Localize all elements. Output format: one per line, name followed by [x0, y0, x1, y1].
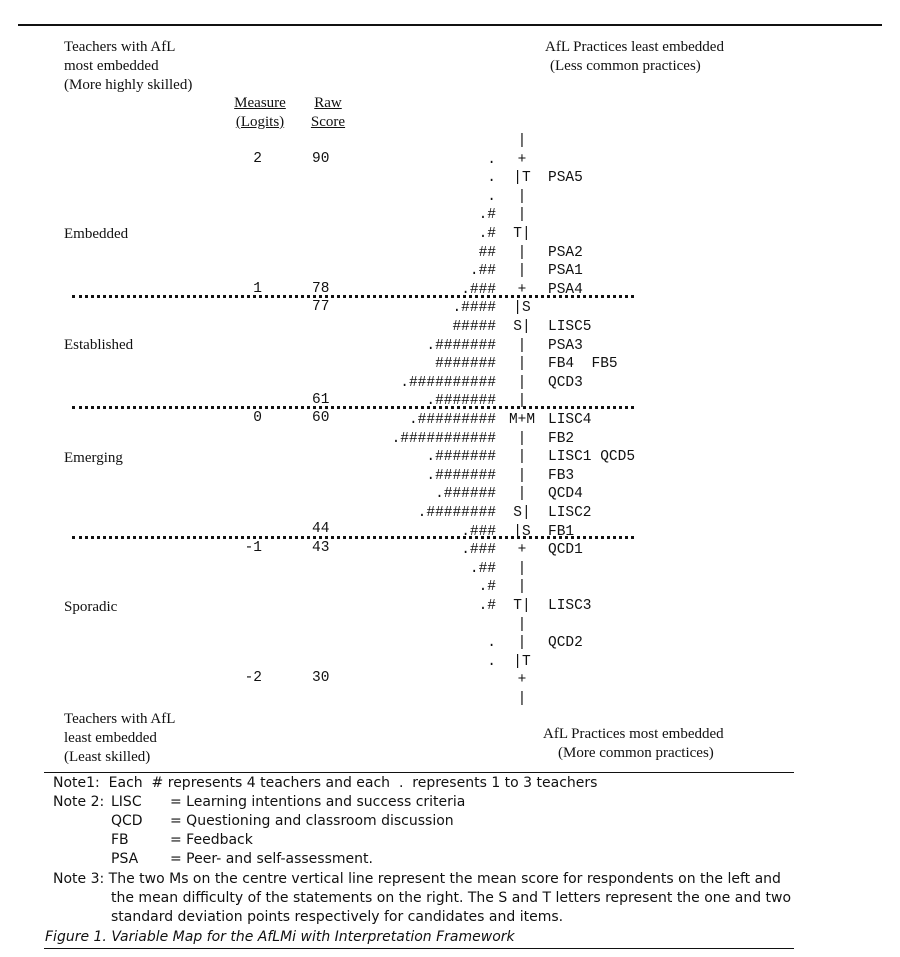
map-axis: | [517, 338, 527, 354]
footer-left-line2: least embedded [64, 730, 157, 746]
level-embedded: Embedded [64, 226, 129, 242]
footer-right-line2: (More common practices) [558, 745, 714, 761]
map-items: QCD4 [548, 486, 583, 502]
footer-left [64, 710, 175, 767]
map-axis: + [517, 542, 527, 558]
note2-def-lisc: = Learning intentions and success criteria [170, 794, 466, 810]
level-sporadic: Sporadic [64, 599, 118, 615]
map-persons: . [487, 152, 496, 168]
raw-30: 30 [312, 670, 330, 686]
measure-1: 1 [253, 281, 262, 297]
measure-column-header [228, 94, 292, 132]
map-persons: .###### [435, 486, 496, 502]
map-items: FB3 [548, 468, 575, 484]
map-items: LISC2 [548, 505, 592, 521]
raw-77: 77 [312, 299, 330, 315]
raw-column-header [306, 94, 350, 132]
map-axis: | [517, 486, 527, 502]
map-items: PSA5 [548, 170, 583, 186]
note2-abbr-lisc: LISC [111, 794, 142, 810]
note2-abbr-qcd: QCD [111, 813, 143, 829]
map-axis: | [517, 133, 527, 149]
map-persons: ##### [452, 319, 496, 335]
map-persons: . [487, 635, 496, 651]
map-axis: | [517, 393, 527, 409]
map-axis: T| [513, 226, 531, 242]
map-axis: | [517, 635, 527, 651]
map-axis: | [517, 245, 527, 261]
map-persons: . [487, 189, 496, 205]
map-persons: .####### [426, 468, 496, 484]
map-persons: .### [461, 282, 496, 298]
footer-right [543, 725, 724, 763]
map-axis: | [517, 449, 527, 465]
header-left-line2: most embedded [64, 58, 159, 74]
map-axis: | [517, 356, 527, 372]
note3-line3: standard deviation points respectively for candidates and items. [111, 909, 564, 925]
notes-rule [44, 772, 794, 773]
map-items: FB1 [548, 524, 575, 540]
map-items: PSA4 [548, 282, 583, 298]
note2-label: Note 2: [53, 794, 105, 810]
map-persons: .# [478, 207, 496, 223]
map-axis: | [517, 617, 527, 633]
measure-header-line1: Measure [234, 95, 286, 111]
map-axis: | [517, 561, 527, 577]
map-persons: .# [478, 226, 496, 242]
map-axis: |T [513, 170, 531, 186]
map-persons: .########### [391, 431, 496, 447]
footer-left-line1: Teachers with AfL [64, 711, 176, 727]
map-persons: .######### [408, 412, 496, 428]
map-items: LISC1 QCD5 [548, 449, 636, 465]
map-persons: .## [469, 263, 496, 279]
map-axis: | [517, 431, 527, 447]
top-rule [18, 24, 882, 26]
raw-43: 43 [312, 540, 330, 556]
measure-neg2: -2 [244, 670, 262, 686]
level-emerging: Emerging [64, 450, 123, 466]
raw-60: 60 [312, 410, 330, 426]
note2-abbr-fb: FB [111, 832, 129, 848]
map-items: QCD1 [548, 542, 583, 558]
map-persons: .####### [426, 393, 496, 409]
map-persons: .######## [417, 505, 496, 521]
map-axis: + [517, 672, 527, 688]
note2-def-qcd: = Questioning and classroom discussion [170, 813, 454, 829]
header-left-line3: (More highly skilled) [64, 77, 193, 93]
map-persons: ####### [435, 356, 496, 372]
variable-map [0, 132, 900, 707]
map-persons: .### [461, 542, 496, 558]
header-right-line2: (Less common practices) [550, 58, 701, 74]
raw-61: 61 [312, 392, 330, 408]
map-items: FB4 FB5 [548, 356, 618, 372]
raw-header-line1: Raw [314, 95, 342, 111]
map-persons: .########## [400, 375, 496, 391]
note1: Note1: Each # represents 4 teachers and each . represents 1 to 3 teachers [53, 775, 598, 791]
map-persons: . [487, 654, 496, 670]
header-left [64, 38, 192, 95]
map-persons: .## [469, 561, 496, 577]
map-persons: ## [478, 245, 496, 261]
map-axis: S| [513, 319, 531, 335]
map-axis: | [517, 263, 527, 279]
header-left-line1: Teachers with AfL [64, 39, 176, 55]
note3-line1: Note 3: The two Ms on the centre vertical line represent the mean score for respondents on the left and [53, 871, 781, 887]
level-established: Established [64, 337, 134, 353]
map-persons: .### [461, 524, 496, 540]
note2-def-psa: = Peer- and self-assessment. [170, 851, 373, 867]
raw-header-line2: Score [310, 114, 346, 130]
figure-caption: Figure 1. Variable Map for the AfLMi with Interpretation Framework [45, 929, 515, 945]
map-items: LISC4 [548, 412, 592, 428]
measure-0: 0 [253, 410, 262, 426]
map-persons: .# [478, 579, 496, 595]
map-axis: |S [513, 524, 531, 540]
map-axis: S| [513, 505, 531, 521]
map-persons: .# [478, 598, 496, 614]
measure-2: 2 [253, 151, 262, 167]
footer-left-line3: (Least skilled) [64, 749, 151, 765]
map-persons: . [487, 170, 496, 186]
note2-def-fb: = Feedback [170, 832, 253, 848]
map-items: FB2 [548, 431, 575, 447]
map-persons: .####### [426, 338, 496, 354]
map-items: PSA3 [548, 338, 583, 354]
map-axis: | [517, 468, 527, 484]
map-axis: M+M [508, 412, 536, 428]
map-persons: .#### [452, 300, 496, 316]
map-persons: .####### [426, 449, 496, 465]
map-axis: | [517, 375, 527, 391]
map-items: LISC5 [548, 319, 592, 335]
map-axis: | [517, 189, 527, 205]
map-items: QCD2 [548, 635, 583, 651]
map-items: QCD3 [548, 375, 583, 391]
header-right-line1: AfL Practices least embedded [545, 39, 724, 55]
map-axis: |S [513, 300, 531, 316]
raw-90: 90 [312, 151, 330, 167]
map-axis: |T [513, 654, 531, 670]
measure-header-line2: (Logits) [235, 114, 285, 130]
map-axis: | [517, 207, 527, 223]
map-axis: + [517, 282, 527, 298]
raw-44: 44 [312, 521, 330, 537]
raw-78: 78 [312, 281, 330, 297]
caption-rule [44, 948, 794, 949]
map-axis: | [517, 691, 527, 707]
note2-abbr-psa: PSA [111, 851, 139, 867]
map-items: PSA1 [548, 263, 583, 279]
header-right [545, 38, 724, 76]
map-items: LISC3 [548, 598, 592, 614]
footer-right-line1: AfL Practices most embedded [543, 726, 724, 742]
map-axis: + [517, 152, 527, 168]
measure-neg1: -1 [244, 540, 262, 556]
map-axis: | [517, 579, 527, 595]
map-items: PSA2 [548, 245, 583, 261]
note3-line2: the mean difficulty of the statements on the right. The S and T letters represent the one and two [111, 890, 792, 906]
map-axis: T| [513, 598, 531, 614]
